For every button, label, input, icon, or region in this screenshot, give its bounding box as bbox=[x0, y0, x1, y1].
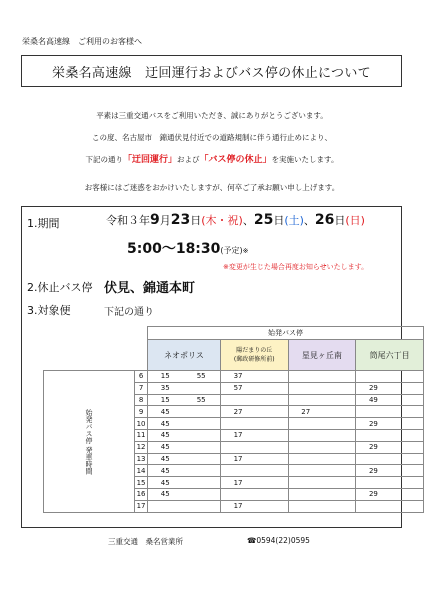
minute-cell bbox=[288, 382, 323, 394]
hour-cell: 8 bbox=[135, 394, 148, 406]
change-note: ※変更が生じた場合再度お知らせいたします。 bbox=[223, 263, 369, 271]
minute-cell bbox=[182, 488, 220, 500]
period-time bbox=[127, 238, 249, 258]
minute-cell: 17 bbox=[220, 429, 255, 441]
day-1: 23 bbox=[170, 212, 191, 228]
minute-cell: 45 bbox=[148, 429, 183, 441]
minute-cell bbox=[391, 441, 424, 453]
minute-cell bbox=[220, 418, 255, 430]
time-note: (予定) bbox=[220, 246, 243, 255]
minute-cell bbox=[356, 429, 391, 441]
hour-cell: 15 bbox=[135, 477, 148, 489]
hour-cell: 16 bbox=[135, 488, 148, 500]
minute-cell bbox=[391, 488, 424, 500]
minute-cell bbox=[182, 441, 220, 453]
minute-cell bbox=[391, 500, 424, 512]
minute-cell bbox=[182, 465, 220, 477]
minute-cell bbox=[323, 418, 356, 430]
day-2: 25 bbox=[253, 212, 274, 228]
stop-closed-text: 「バス停の休止」 bbox=[199, 155, 272, 165]
minute-cell bbox=[356, 406, 391, 418]
hour-cell: 9 bbox=[135, 406, 148, 418]
day-2-unit: 日 bbox=[273, 214, 285, 227]
month: 9 bbox=[150, 212, 160, 228]
day-3: 26 bbox=[314, 212, 335, 228]
hour-cell: 14 bbox=[135, 465, 148, 477]
minute-cell: 29 bbox=[356, 382, 391, 394]
minute-cell bbox=[182, 406, 220, 418]
minute-cell: 27 bbox=[288, 406, 323, 418]
period-dates bbox=[106, 212, 365, 228]
minute-cell bbox=[323, 429, 356, 441]
minute-cell: 45 bbox=[148, 441, 183, 453]
intro-line-1: 平素は三重交通バスをご利用いただき、誠にありがとうございます。 bbox=[96, 111, 328, 120]
table-corner-cell bbox=[44, 327, 148, 371]
minute-cell bbox=[182, 429, 220, 441]
minute-cell bbox=[323, 371, 356, 383]
minute-cell bbox=[323, 453, 356, 465]
closed-stop-label: 2.休止バス停 bbox=[27, 281, 93, 294]
minute-cell bbox=[288, 371, 323, 383]
minute-cell: 57 bbox=[220, 382, 255, 394]
minute-cell bbox=[255, 371, 288, 383]
minute-cell: 17 bbox=[220, 453, 255, 465]
minute-cell bbox=[255, 406, 288, 418]
column-header: 星見ヶ丘南 bbox=[288, 340, 356, 371]
minute-cell bbox=[182, 418, 220, 430]
minute-cell: 49 bbox=[356, 394, 391, 406]
minute-cell bbox=[255, 465, 288, 477]
minute-cell: 37 bbox=[220, 371, 255, 383]
minute-cell bbox=[323, 465, 356, 477]
time-mark: ※ bbox=[242, 247, 249, 255]
minute-cell: 45 bbox=[148, 453, 183, 465]
minute-cell bbox=[288, 429, 323, 441]
hour-cell: 12 bbox=[135, 441, 148, 453]
target-value: 下記の通り bbox=[104, 307, 154, 318]
minute-cell bbox=[323, 441, 356, 453]
minute-cell bbox=[288, 488, 323, 500]
intro-line-3 bbox=[0, 152, 424, 165]
minute-cell bbox=[323, 382, 356, 394]
minute-cell bbox=[220, 394, 255, 406]
period-label: 1.期間 bbox=[27, 217, 60, 230]
minute-cell bbox=[391, 418, 424, 430]
minute-cell: 55 bbox=[182, 394, 220, 406]
minute-cell bbox=[391, 406, 424, 418]
minute-cell: 15 bbox=[148, 371, 183, 383]
minute-cell bbox=[391, 382, 424, 394]
minute-cell bbox=[356, 500, 391, 512]
closed-stop-value: 伏見、錦通本町 bbox=[104, 281, 196, 296]
minute-cell bbox=[255, 488, 288, 500]
minute-cell: 15 bbox=[148, 394, 183, 406]
minute-cell bbox=[288, 500, 323, 512]
minute-cell: 27 bbox=[220, 406, 255, 418]
month-unit: 月 bbox=[159, 214, 171, 227]
hour-cell: 7 bbox=[135, 382, 148, 394]
day-2-weekday: (土) bbox=[284, 214, 304, 227]
schedule-table bbox=[43, 326, 424, 513]
column-header: 筒尾六丁目 bbox=[356, 340, 424, 371]
minute-cell bbox=[288, 477, 323, 489]
minute-cell: 29 bbox=[356, 418, 391, 430]
minute-cell bbox=[182, 477, 220, 489]
minute-cell bbox=[220, 441, 255, 453]
day-1-weekday: (木・祝) bbox=[201, 214, 243, 227]
minute-cell: 45 bbox=[148, 418, 183, 430]
intro-line-2: この度、名古屋市 錦通伏見付近での道路規制に伴う通行止めにより、 bbox=[92, 133, 332, 142]
minute-cell bbox=[255, 441, 288, 453]
hour-cell: 10 bbox=[135, 418, 148, 430]
minute-cell bbox=[323, 477, 356, 489]
minute-cell bbox=[391, 394, 424, 406]
minute-cell bbox=[255, 477, 288, 489]
minute-cell bbox=[288, 394, 323, 406]
minute-cell bbox=[391, 453, 424, 465]
minute-cell: 45 bbox=[148, 406, 183, 418]
minute-cell bbox=[391, 429, 424, 441]
minute-cell: 55 bbox=[182, 371, 220, 383]
table-group-header-row bbox=[44, 327, 424, 340]
minute-cell bbox=[255, 418, 288, 430]
group-header: 始発バス停 bbox=[148, 327, 424, 340]
minute-cell bbox=[255, 382, 288, 394]
time-range: 5:00～18:30 bbox=[127, 241, 221, 257]
sep-2: 、 bbox=[303, 214, 315, 227]
minute-cell: 45 bbox=[148, 488, 183, 500]
minute-cell: 29 bbox=[356, 441, 391, 453]
minute-cell: 45 bbox=[148, 465, 183, 477]
minute-cell: 29 bbox=[356, 465, 391, 477]
minute-cell bbox=[288, 441, 323, 453]
hour-cell: 11 bbox=[135, 429, 148, 441]
minute-cell bbox=[182, 382, 220, 394]
target-label: 3.対象便 bbox=[27, 304, 71, 317]
minute-cell: 17 bbox=[220, 477, 255, 489]
hour-cell: 6 bbox=[135, 371, 148, 383]
minute-cell bbox=[288, 418, 323, 430]
column-header: ネオポリス bbox=[148, 340, 221, 371]
intro-line-3-pre: 下記の通り bbox=[85, 155, 124, 164]
detour-text: 「迂回運行」 bbox=[123, 155, 178, 165]
minute-cell bbox=[391, 371, 424, 383]
minute-cell: 17 bbox=[220, 500, 255, 512]
intro-line-4: お客様にはご迷惑をおかけいたしますが、何卒ご了承お願い申し上げます。 bbox=[84, 183, 340, 192]
minute-cell bbox=[220, 488, 255, 500]
minute-cell bbox=[391, 465, 424, 477]
side-label: 始発バス停 発車時間 bbox=[44, 371, 135, 513]
minute-cell bbox=[255, 500, 288, 512]
minute-cell: 29 bbox=[356, 488, 391, 500]
minute-cell bbox=[323, 500, 356, 512]
day-3-unit: 日 bbox=[334, 214, 346, 227]
day-1-unit: 日 bbox=[190, 214, 202, 227]
minute-cell bbox=[182, 500, 220, 512]
minute-cell bbox=[288, 465, 323, 477]
minute-cell bbox=[220, 465, 255, 477]
minute-cell bbox=[255, 429, 288, 441]
column-header: 陽だまりの丘 (郵政研修所前) bbox=[220, 340, 288, 371]
minute-cell bbox=[391, 477, 424, 489]
hour-cell: 13 bbox=[135, 453, 148, 465]
minute-cell bbox=[255, 394, 288, 406]
sep-1: 、 bbox=[242, 214, 254, 227]
day-3-weekday: (日) bbox=[345, 214, 365, 227]
minute-cell bbox=[323, 394, 356, 406]
minute-cell bbox=[356, 477, 391, 489]
notice-label: 栄桑名高速線 ご利用のお客様へ bbox=[22, 37, 142, 46]
title-box bbox=[21, 55, 402, 87]
minute-cell bbox=[288, 453, 323, 465]
office-name: 三重交通 桑名営業所 bbox=[108, 537, 183, 546]
minute-cell: 45 bbox=[148, 477, 183, 489]
minute-cell bbox=[255, 453, 288, 465]
minute-cell bbox=[356, 371, 391, 383]
minute-cell bbox=[182, 453, 220, 465]
era: 令和３年 bbox=[106, 214, 150, 227]
office-phone: ☎0594(22)0595 bbox=[247, 536, 310, 545]
minute-cell: 35 bbox=[148, 382, 183, 394]
intro-line-3-post: を実施いたします。 bbox=[271, 155, 339, 164]
intro-and: および bbox=[177, 155, 200, 164]
minute-cell bbox=[323, 406, 356, 418]
minute-cell bbox=[323, 488, 356, 500]
minute-cell bbox=[148, 500, 183, 512]
page-title: 栄桑名高速線 迂回運行およびバス停の休止について bbox=[52, 65, 371, 81]
table-row bbox=[44, 371, 424, 383]
hour-cell: 17 bbox=[135, 500, 148, 512]
minute-cell bbox=[356, 453, 391, 465]
